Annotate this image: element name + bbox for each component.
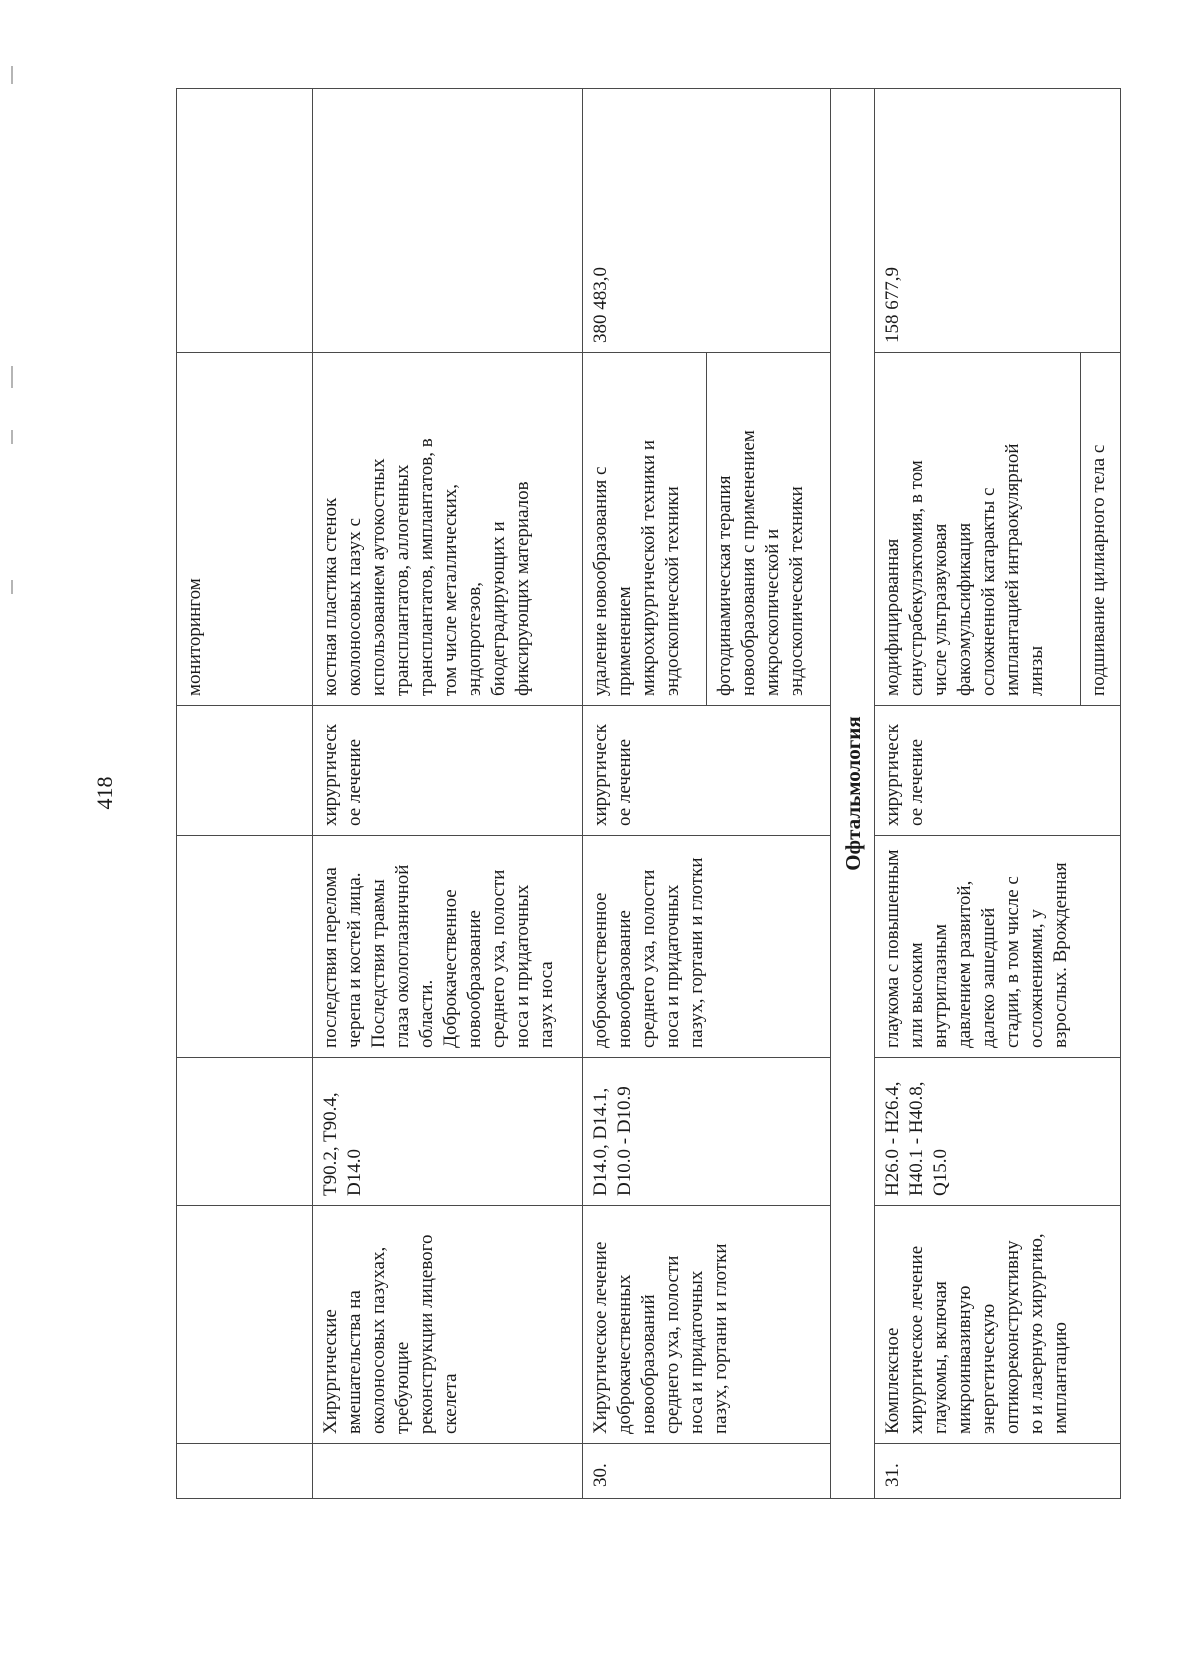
row-number <box>177 1444 313 1499</box>
row-number: 31. <box>875 1444 1121 1499</box>
treatment-type: хирургическ ое лечение <box>875 706 1121 836</box>
table-row <box>177 89 313 1499</box>
treatment-method: фотодинамическая терапия новообразования с применением микроскопической и эндоскопической техники <box>707 353 831 706</box>
treatment-type: хирургическ ое лечение <box>583 706 831 836</box>
service-name: Хирургические вмешательства на околоносовых пазухах, требующие реконструкции лицевого скелета <box>313 1206 583 1444</box>
row-number: 30. <box>583 1444 831 1499</box>
cost: 380 483,0 <box>583 89 831 353</box>
section-row <box>831 89 875 1499</box>
patient-model <box>177 836 313 1058</box>
table-row <box>583 89 707 1499</box>
treatment-method: удаление новообразования с применением микрохирургической техники и эндоскопической техники <box>583 353 707 706</box>
treatment-type: хирургическ ое лечение <box>313 706 583 836</box>
icd-codes <box>177 1058 313 1206</box>
patient-model: последствия перелома черепа и костей лица. Последствия травмы глаза окологлазничной области. Доброкачественное новообразование среднего уха, полости носа и придаточных пазух носа <box>313 836 583 1058</box>
cost <box>313 89 583 353</box>
patient-model: доброкачественное новообразование среднего уха, полости носа и придаточных пазух, гортани и глотки <box>583 836 831 1058</box>
row-number <box>313 1444 583 1499</box>
patient-model: глаукома с повышенным или высоким внутриглазным давлением развитой, далеко зашедшей стадии, в том числе с осложнениями, у взрослых. Врожденная <box>875 836 1121 1058</box>
page-number: 418 <box>92 776 117 810</box>
icd-codes: T90.2, T90.4, D14.0 <box>313 1058 583 1206</box>
scan-margin-mark <box>11 580 13 594</box>
icd-codes: D14.0, D14.1, D10.0 - D10.9 <box>583 1058 831 1206</box>
service-name <box>177 1206 313 1444</box>
section-title: Офтальмология <box>831 89 875 1499</box>
treatment-method: мониторингом <box>177 353 313 706</box>
treatment-method: костная пластика стенок околоносовых пазух с использованием аутокостных трансплантатов, аллогенных трансплантатов, имплантатов, в том числе металлических, эндопротезов, биодеградирующих и фиксирующих материалов <box>313 353 583 706</box>
cost <box>177 89 313 353</box>
icd-codes: H26.0 - H26.4, H40.1 - H40.8, Q15.0 <box>875 1058 1121 1206</box>
rotated-document <box>176 89 1109 1499</box>
table-row <box>875 89 1081 1499</box>
treatment-method: модифицированная синустрабекулэктомия, в том числе ультразвуковая факоэмульсификация осложненной катаракты с имплантацией интраокулярной линзы <box>875 353 1081 706</box>
treatment-method: подшивание цилиарного тела с <box>1081 353 1121 706</box>
scan-margin-mark <box>11 66 13 84</box>
table-row <box>313 89 583 1499</box>
treatment-type <box>177 706 313 836</box>
service-name: Комплексное хирургическое лечение глаукомы, включая микроинвазивную энергетическую оптикореконструктивну ю и лазерную хирургию, имплантацию <box>875 1206 1121 1444</box>
scan-margin-mark <box>11 366 13 388</box>
cost: 158 677,9 <box>875 89 1121 353</box>
vmp-services-table <box>176 88 1121 1499</box>
service-name: Хирургическое лечение доброкачественных новообразований среднего уха, полости носа и придаточных пазух, гортани и глотки <box>583 1206 831 1444</box>
scan-margin-mark <box>11 430 13 444</box>
